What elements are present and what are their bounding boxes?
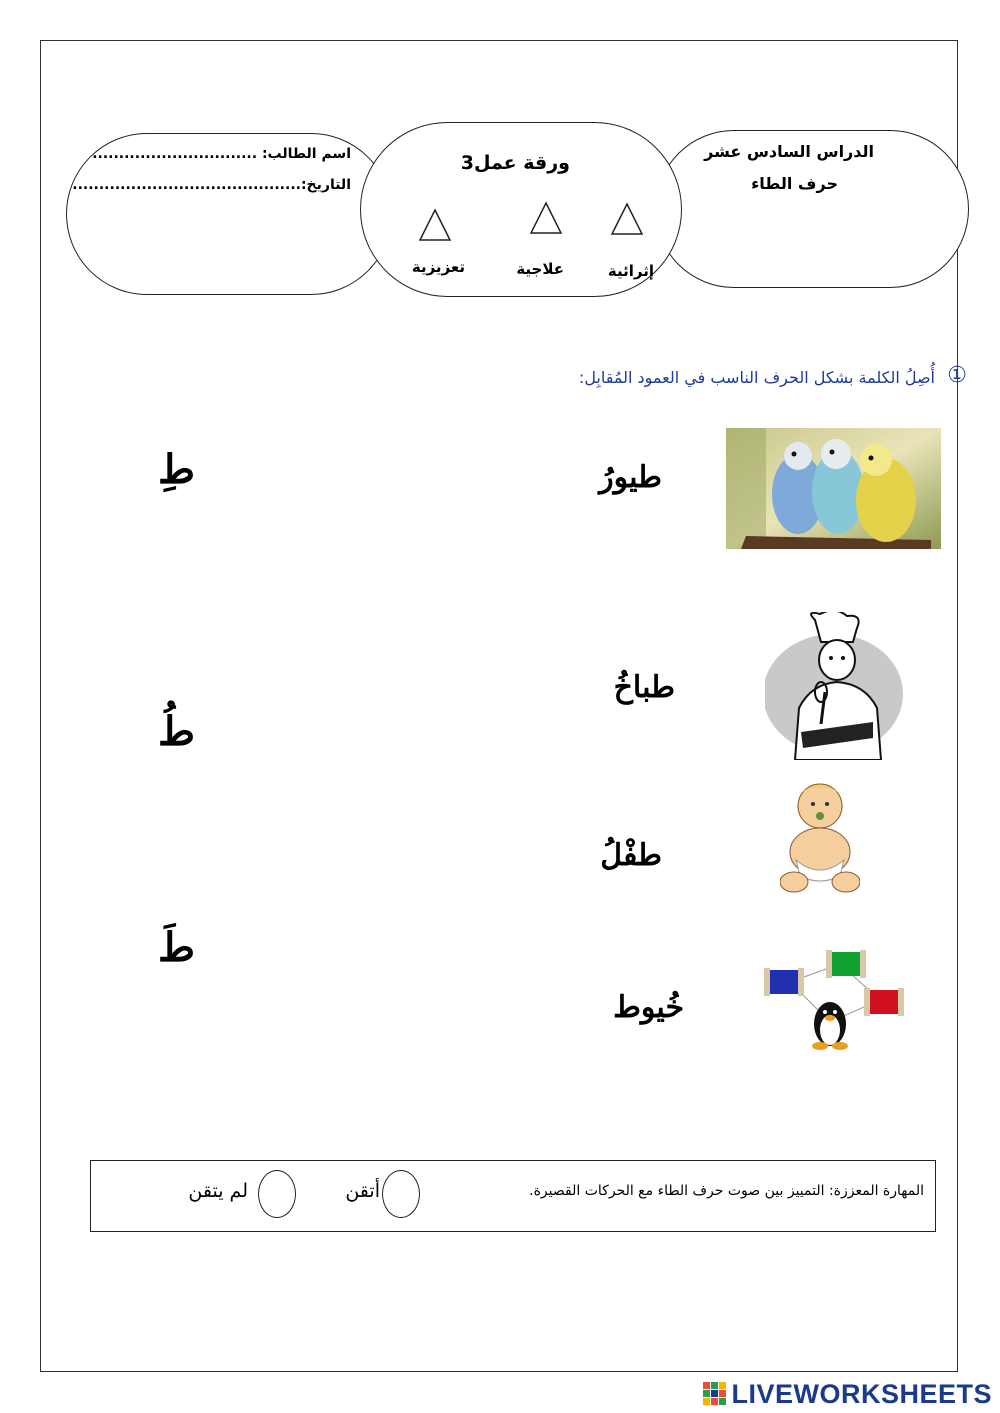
baby-picture — [780, 780, 860, 895]
letter-damma[interactable]: طُ — [158, 708, 195, 755]
brand-name: LIVEWORKSHEETS — [731, 1378, 992, 1409]
letter-fatha[interactable]: طَ — [158, 924, 195, 971]
not-mastered-label: لم يتقن — [188, 1180, 248, 1202]
word-birds[interactable]: طيورُ — [599, 460, 662, 495]
level-reinforcement-label: تعزيزية — [411, 258, 465, 276]
chef-picture — [765, 612, 910, 760]
student-name-field[interactable]: اسم الطالب: ............................... — [92, 146, 351, 162]
letter-name: حرف الطاء — [751, 174, 838, 193]
not-mastered-circle[interactable] — [258, 1170, 296, 1218]
brand-footer — [703, 1377, 992, 1411]
mastered-circle[interactable] — [382, 1170, 420, 1218]
question-text: أُصِلُ الكلمة بشكل الحرف الناسب في العمود المُقابِل: — [578, 368, 935, 387]
word-cook[interactable]: طباخُ — [613, 670, 675, 705]
level-enrichment-label: إثرائية — [607, 262, 654, 280]
skill-text: المهارة المعززة: التمييز بين صوت حرف الطاء مع الحركات القصيرة. — [529, 1183, 924, 1199]
mastered-label: أتقن — [345, 1180, 380, 1202]
word-threads[interactable]: خُيوط — [613, 990, 684, 1025]
word-child[interactable]: طفْلُ — [600, 838, 662, 873]
letter-kasra[interactable]: طِ — [158, 446, 195, 493]
brand-logo-icon — [703, 1382, 727, 1406]
level-remedial-label: علاجية — [516, 260, 564, 278]
question-number: ① — [947, 363, 967, 388]
worksheet-title: ورقة عمل3 — [460, 152, 570, 174]
thread-spools-picture — [760, 942, 910, 1052]
date-field[interactable]: التاريخ:........................................... — [72, 177, 351, 193]
lesson-title: الدراس السادس عشر — [704, 142, 874, 161]
parakeets-picture — [726, 428, 941, 549]
